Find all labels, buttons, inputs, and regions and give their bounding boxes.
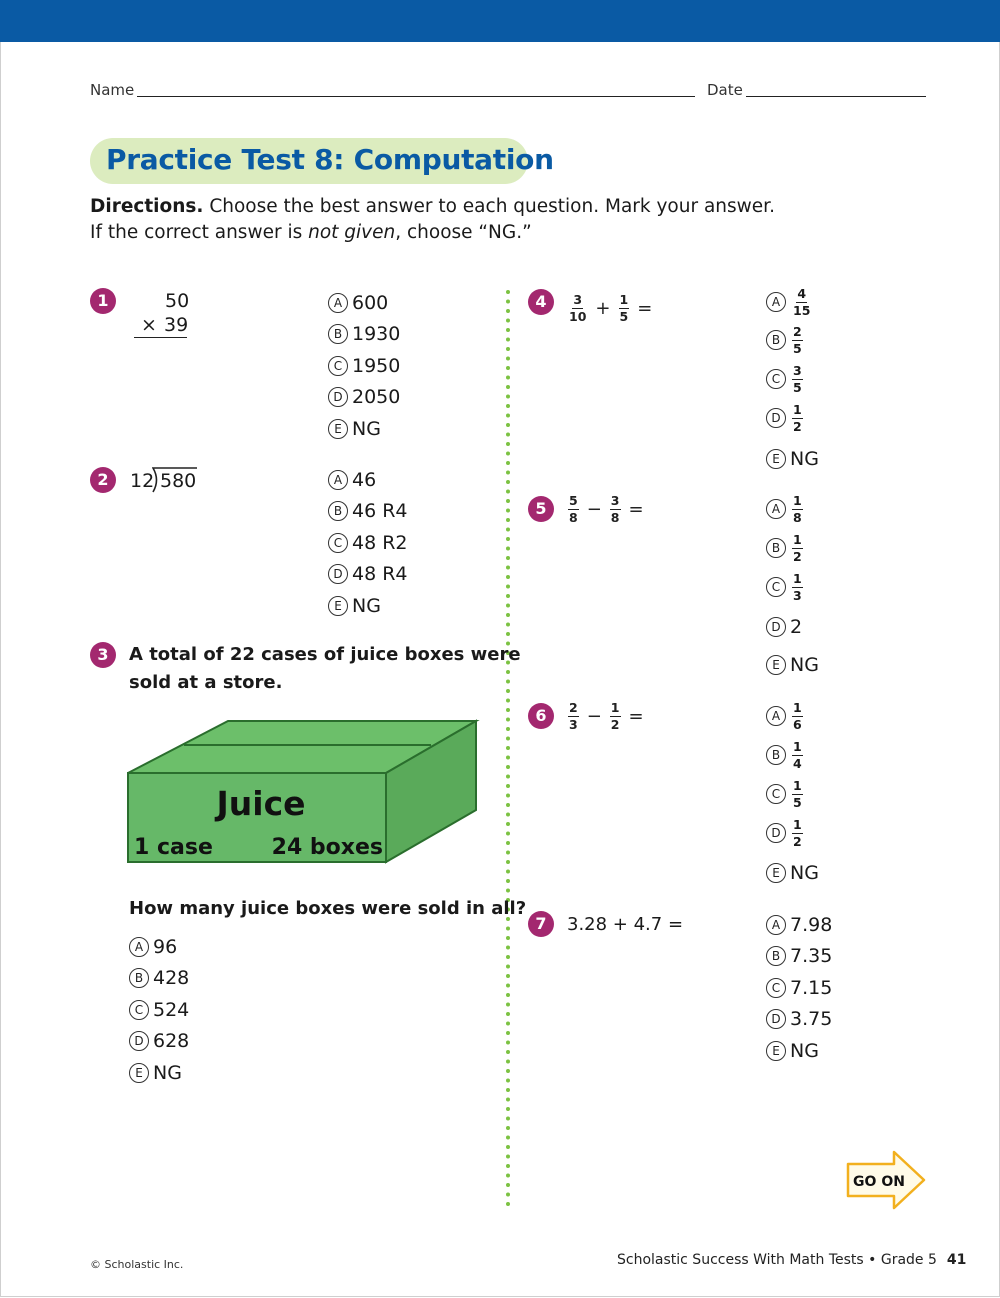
- q5-fraction-b: $\frac{3}{8}$: [610, 493, 620, 525]
- q4-option-e[interactable]: [766, 447, 819, 471]
- q5-operator: −: [586, 499, 602, 520]
- option-fraction: $\frac{1}{4}$: [793, 738, 802, 771]
- bubble-icon: E: [766, 863, 786, 883]
- option-value: 1930: [352, 323, 401, 345]
- option-fraction: $\frac{2}{5}$: [793, 323, 802, 356]
- bubble-icon: C: [766, 369, 786, 389]
- go-on-label: GO ON: [853, 1174, 905, 1190]
- q2-option-d[interactable]: [328, 562, 408, 586]
- bubble-icon: A: [766, 915, 786, 935]
- q1-option-d[interactable]: [328, 385, 400, 409]
- option-value: NG: [153, 1062, 182, 1084]
- directions-line2-post: , choose “NG.”: [395, 222, 532, 243]
- bubble-icon: D: [766, 1009, 786, 1029]
- q2-option-a[interactable]: [328, 468, 376, 492]
- bubble-icon: C: [328, 533, 348, 553]
- option-value: 7.98: [790, 914, 833, 936]
- bubble-icon: B: [328, 324, 348, 344]
- q1-operator: ×: [141, 314, 157, 336]
- option-value: 3.75: [790, 1008, 833, 1030]
- q4-option-c[interactable]: [766, 363, 805, 395]
- q4-option-b[interactable]: [766, 324, 805, 356]
- q2-option-b[interactable]: [328, 499, 408, 523]
- q6-fraction-a: $\frac{2}{3}$: [569, 700, 578, 732]
- q7-option-a[interactable]: [766, 913, 832, 937]
- bubble-icon: D: [766, 617, 786, 637]
- bubble-icon: B: [766, 745, 786, 765]
- bubble-icon: C: [766, 784, 786, 804]
- juice-box-count-label: 24 boxes: [271, 835, 383, 860]
- directions-line1: Choose the best answer to each question. Mark your answer.: [203, 196, 775, 217]
- q3-option-c[interactable]: [129, 998, 189, 1022]
- juice-box-title: Juice: [216, 784, 306, 823]
- q3-option-e[interactable]: [129, 1061, 182, 1085]
- bubble-icon: E: [766, 1041, 786, 1061]
- q4-option-a[interactable]: [766, 286, 813, 318]
- q1-option-e[interactable]: [328, 417, 381, 441]
- q3-option-b[interactable]: [129, 966, 189, 990]
- q6-operator: −: [586, 706, 602, 727]
- bubble-icon: D: [328, 387, 348, 407]
- top-color-bar: [0, 0, 1000, 42]
- bubble-icon: A: [766, 292, 786, 312]
- copyright: © Scholastic Inc.: [90, 1258, 184, 1271]
- bubble-icon: E: [328, 596, 348, 616]
- q3-text-line2: sold at a store.: [129, 672, 283, 693]
- q5-option-c[interactable]: [766, 571, 805, 603]
- bubble-icon: E: [129, 1063, 149, 1083]
- q1-option-a[interactable]: [328, 291, 388, 315]
- bubble-icon: A: [328, 470, 348, 490]
- option-value: 7.15: [790, 977, 833, 999]
- footer-book-info: [617, 1252, 966, 1268]
- bubble-icon: B: [766, 946, 786, 966]
- bubble-icon: D: [129, 1031, 149, 1051]
- page-number: 41: [946, 1252, 967, 1268]
- option-value: 628: [153, 1030, 190, 1052]
- q1-option-b[interactable]: [328, 322, 400, 346]
- option-value: 1950: [352, 355, 401, 377]
- q1-sum-line: [134, 337, 187, 338]
- option-fraction: $\frac{1}{8}$: [793, 492, 802, 525]
- bubble-icon: A: [766, 706, 786, 726]
- column-divider: [505, 290, 511, 1210]
- option-value: NG: [352, 595, 381, 617]
- option-value: 96: [153, 936, 178, 958]
- bubble-icon: B: [129, 968, 149, 988]
- q1-option-c[interactable]: [328, 354, 400, 378]
- q3-option-d[interactable]: [129, 1029, 189, 1053]
- directions-lead: Directions.: [90, 196, 204, 217]
- option-value: 48 R4: [352, 563, 408, 585]
- option-value: 2050: [352, 386, 401, 408]
- q5-fraction-a: $\frac{5}{8}$: [569, 493, 578, 525]
- bubble-icon: A: [328, 293, 348, 313]
- option-value: 428: [153, 967, 190, 989]
- question-2-number: 2: [90, 467, 116, 493]
- book-title: Scholastic Success With Math Tests • Grade 5: [617, 1252, 937, 1268]
- option-value: NG: [790, 862, 819, 884]
- question-4-number: 4: [528, 289, 554, 315]
- option-fraction: $\frac{1}{2}$: [793, 401, 802, 434]
- q4-expression: [566, 293, 658, 324]
- page-title: Practice Test 8: Computation: [106, 143, 554, 176]
- q1-bottom-operand: 39: [164, 314, 189, 336]
- q6-option-a[interactable]: [766, 700, 805, 732]
- go-on-arrow-icon[interactable]: [846, 1150, 928, 1210]
- q5-option-d[interactable]: [766, 615, 802, 639]
- q5-equals: =: [628, 499, 644, 520]
- question-7-number: 7: [528, 911, 554, 937]
- option-fraction: $\frac{4}{15}$: [793, 285, 811, 318]
- q7-option-d[interactable]: [766, 1007, 832, 1031]
- q5-option-b[interactable]: [766, 532, 805, 564]
- q4-equals: =: [637, 298, 653, 319]
- q4-operator: +: [595, 298, 611, 319]
- q5-option-a[interactable]: [766, 493, 805, 525]
- bubble-icon: E: [766, 449, 786, 469]
- q6-option-d[interactable]: [766, 817, 805, 849]
- q7-option-b[interactable]: [766, 944, 832, 968]
- bubble-icon: A: [766, 499, 786, 519]
- juice-box-case-label: 1 case: [134, 835, 213, 860]
- q4-fraction-b: $\frac{1}{5}$: [619, 292, 629, 324]
- directions-not-given: not given: [308, 222, 396, 243]
- bubble-icon: B: [766, 538, 786, 558]
- q2-divisor: 12: [130, 470, 155, 492]
- name-line: [137, 96, 695, 97]
- juice-case-illustration: [126, 718, 480, 866]
- option-value: 600: [352, 292, 389, 314]
- bubble-icon: A: [129, 937, 149, 957]
- q6-option-b[interactable]: [766, 739, 805, 771]
- q6-equals: =: [628, 706, 644, 727]
- q4-fraction-a: $\frac{3}{10}$: [569, 292, 587, 324]
- q3-text-line1: A total of 22 cases of juice boxes were: [129, 644, 521, 665]
- option-value: 7.35: [790, 945, 833, 967]
- q4-option-d[interactable]: [766, 402, 805, 434]
- q6-option-e[interactable]: [766, 861, 819, 885]
- option-fraction: $\frac{1}{5}$: [793, 777, 802, 810]
- option-value: NG: [352, 418, 381, 440]
- question-5-number: 5: [528, 496, 554, 522]
- option-fraction: $\frac{3}{5}$: [793, 362, 802, 395]
- option-fraction: $\frac{1}{3}$: [793, 570, 802, 603]
- q1-top-operand: 50: [165, 290, 190, 312]
- option-value: 48 R2: [352, 532, 408, 554]
- option-value: NG: [790, 448, 819, 470]
- option-fraction: $\frac{1}{2}$: [793, 816, 802, 849]
- bubble-icon: B: [766, 330, 786, 350]
- bubble-icon: D: [328, 564, 348, 584]
- bubble-icon: D: [766, 823, 786, 843]
- q5-option-e[interactable]: [766, 653, 819, 677]
- q6-fraction-b: $\frac{1}{2}$: [610, 700, 620, 732]
- q2-dividend: 580: [160, 470, 197, 492]
- directions-line2-pre: If the correct answer is: [90, 222, 309, 243]
- q5-expression: [566, 494, 650, 525]
- option-value: 524: [153, 999, 190, 1021]
- q2-option-c[interactable]: [328, 531, 408, 555]
- q6-option-c[interactable]: [766, 778, 805, 810]
- option-value: 2: [790, 616, 803, 638]
- option-value: 46: [352, 469, 377, 491]
- bubble-icon: C: [766, 978, 786, 998]
- bubble-icon: B: [328, 501, 348, 521]
- question-6-number: 6: [528, 703, 554, 729]
- q7-option-e[interactable]: [766, 1039, 819, 1063]
- bubble-icon: D: [766, 408, 786, 428]
- option-fraction: $\frac{1}{6}$: [793, 699, 802, 732]
- bubble-icon: C: [766, 577, 786, 597]
- q6-expression: [566, 701, 650, 732]
- bubble-icon: E: [328, 419, 348, 439]
- q7-expression: 3.28 + 4.7 =: [567, 914, 684, 935]
- directions: [90, 194, 850, 246]
- option-value: NG: [790, 654, 819, 676]
- date-line: [746, 96, 926, 97]
- bubble-icon: C: [328, 356, 348, 376]
- bubble-icon: E: [766, 655, 786, 675]
- date-label: Date: [707, 81, 743, 99]
- question-3-number: 3: [90, 642, 116, 668]
- option-value: NG: [790, 1040, 819, 1062]
- question-1-number: 1: [90, 288, 116, 314]
- option-value: 46 R4: [352, 500, 408, 522]
- q2-option-e[interactable]: [328, 594, 381, 618]
- bubble-icon: C: [129, 1000, 149, 1020]
- q7-option-c[interactable]: [766, 976, 832, 1000]
- q3-option-a[interactable]: [129, 935, 177, 959]
- name-label: Name: [90, 81, 135, 99]
- q3-prompt: How many juice boxes were sold in all?: [129, 898, 527, 919]
- option-fraction: $\frac{1}{2}$: [793, 531, 802, 564]
